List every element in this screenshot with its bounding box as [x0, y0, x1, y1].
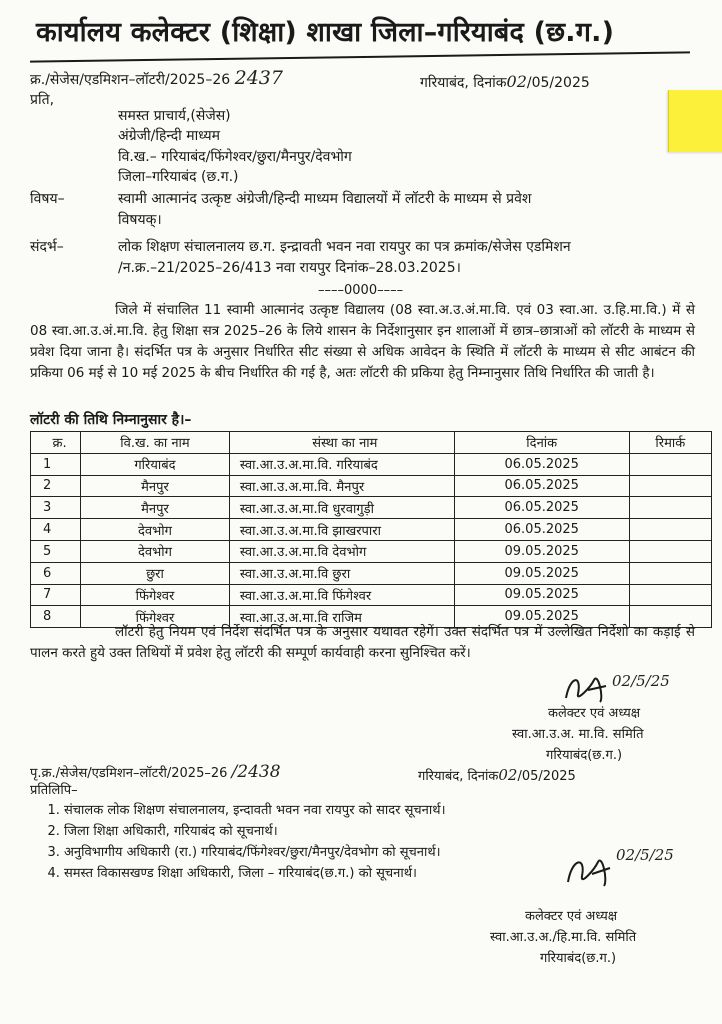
sticky-note — [668, 90, 722, 152]
reference-label: संदर्भ– — [30, 239, 64, 255]
recipient-line-1: समस्त प्राचार्य,(सेजेस) — [118, 108, 231, 124]
copy-date-day-handwritten: 02 — [498, 766, 518, 784]
cell-block: छुरा — [81, 562, 230, 584]
signature-1-line-3: गरियाबंद(छ.ग.) — [546, 748, 623, 763]
date-rest: /05/2025 — [526, 75, 590, 91]
date-day-handwritten: 02 — [506, 72, 527, 91]
recipient-line-3: वि.ख.– गरियाबंद/फिंगेश्वर/छुरा/मैनपुर/देवभोग — [118, 149, 352, 165]
cell-remark — [629, 475, 711, 497]
cell-block: फिंगेश्वर — [81, 584, 230, 606]
signature-2-date: 02/5/25 — [616, 846, 674, 864]
cell-date: 09.05.2025 — [454, 540, 629, 562]
cell-serial: 1 — [31, 453, 81, 475]
recipient-prefix: प्रति, — [30, 92, 55, 108]
cell-serial: 8 — [31, 606, 81, 628]
table-row — [31, 584, 712, 606]
cell-block: गरियाबंद — [81, 453, 230, 475]
table-row — [31, 540, 712, 562]
copy-issue-date — [418, 766, 576, 784]
reference-line-1: लोक शिक्षण संचालनालय छ.ग. इन्द्रावती भवन नवा रायपुर का पत्र क्रमांक/सेजेस एडमिशन — [118, 239, 571, 255]
header-date: दिनांक — [454, 432, 629, 454]
cell-serial: 4 — [31, 519, 81, 541]
header-serial: क्र. — [31, 432, 81, 454]
copy-label: प्रतिलिपि– — [30, 783, 78, 798]
body-paragraph — [30, 300, 695, 384]
signature-2-line-3: गरियाबंद(छ.ग.) — [540, 951, 617, 966]
cell-institution: स्वा.आ.उ.अ.मा.वि. मैनपुर — [229, 475, 454, 497]
copy-ref-handwritten: /2438 — [231, 762, 281, 782]
separator: ––––0000–––– — [318, 283, 404, 298]
cell-date: 06.05.2025 — [454, 519, 629, 541]
subject-label: विषय– — [30, 191, 65, 207]
issue-date — [420, 72, 590, 92]
cell-block: देवभोग — [81, 519, 230, 541]
cell-block: फिंगेश्वर — [81, 606, 230, 628]
list-item: 1. संचालक लोक शिक्षण संचालनालय, इन्दावती भवन नवा रायपुर को सादर सूचनार्थ। — [64, 800, 446, 821]
cell-remark — [629, 453, 711, 475]
cell-remark — [629, 519, 711, 541]
cell-institution: स्वा.आ.उ.अ.मा.वि झाखरपारा — [229, 519, 454, 541]
cell-block: मैनपुर — [81, 475, 230, 497]
cell-serial: 7 — [31, 584, 81, 606]
copy-ref-line — [30, 762, 281, 782]
header-block: वि.ख. का नाम — [81, 432, 230, 454]
list-item: 3. अनुविभागीय अधिकारी (रा.) गरियाबंद/फिंगेश्वर/छुरा/मैनपुर/देवभोग को सूचनार्थ। — [64, 842, 446, 863]
list-item: 2. जिला शिक्षा अधिकारी, गरियाबंद को सूचनार्थ। — [64, 821, 446, 842]
office-title: कार्यालय कलेक्टर (शिक्षा) शाखा जिला–गरियाबंद (छ.ग.) — [36, 17, 615, 48]
list-item: 4. समस्त विकासखण्ड शिक्षा अधिकारी, जिला – गरियाबंद(छ.ग.) को सूचनार्थ। — [64, 863, 446, 884]
table-row — [31, 453, 712, 475]
table-row — [31, 519, 712, 541]
cell-remark — [629, 540, 711, 562]
header-remark: रिमार्क — [629, 432, 711, 454]
lottery-schedule-table — [30, 431, 712, 628]
table-heading: लॉटरी की तिथि निम्नानुसार है।– — [30, 412, 192, 428]
table-row — [31, 475, 712, 497]
cell-institution: स्वा.आ.उ.अ.मा.वि छुरा — [229, 562, 454, 584]
closing-paragraph — [30, 622, 695, 664]
cell-date: 09.05.2025 — [454, 562, 629, 584]
copy-ref-number: पृ.क्र./सेजेस/एडमिशन–लॉटरी/2025–26 — [30, 766, 228, 781]
table-row — [31, 562, 712, 584]
signature-2-line-1: कलेक्टर एवं अध्यक्ष — [525, 909, 618, 924]
cell-date: 09.05.2025 — [454, 584, 629, 606]
ref-line — [30, 67, 283, 89]
recipient-line-4: जिला–गरियाबंद (छ.ग.) — [118, 169, 239, 185]
cell-serial: 2 — [31, 475, 81, 497]
cell-institution: स्वा.आ.उ.अ.मा.वि धुरवागुड़ी — [229, 497, 454, 519]
ref-number-handwritten: 2437 — [234, 67, 283, 89]
cell-institution: स्वा.आ.उ.अ.मा.वि फिंगेश्वर — [229, 584, 454, 606]
cell-serial: 5 — [31, 540, 81, 562]
signature-1-line-2: स्वा.आ.उ.अ. मा.वि. समिति — [512, 727, 644, 742]
cell-institution: स्वा.आ.उ.अ.मा.वि. गरियाबंद — [229, 453, 454, 475]
cell-block: मैनपुर — [81, 497, 230, 519]
cell-remark — [629, 497, 711, 519]
closing-paragraph-text: लॉटरी हेतु नियम एवं निर्देश संदर्भित पत्र के अनुसार यथावत रहेगें। उक्त संदर्भित पत्र में उल्लेखित निर्देशो का कड़ाई से पालन करते हुये उक्त तिथियों में प्रवेश हेतु लॉटरी की सम्पूर्ण कार्यवाही करना सुनिश्चित करें। — [30, 624, 695, 661]
subject-line-1: स्वामी आत्मानंद उत्कृष्ट अंग्रेजी/हिन्दी माध्यम विद्यालयों में लॉटरी के माध्यम से प्रवेश — [118, 191, 532, 207]
copy-date-rest: /05/2025 — [517, 769, 576, 784]
body-paragraph-text: जिले में संचालित 11 स्वामी आत्मानंद उत्कृष्ट विद्यालय (08 स्वा.अ.उ.अं.मा.वि. एवं 03 स्वा.आ. उ.हि.मा.वि.) में से 08 स्वा.आ.उ.अं.मा.वि. हेतु शिक्षा सत्र 2025–26 के लिये शासन के निर्देशानुसार इन शालाओं में छात्र–छात्राओं को लॉटरी के माध्यम से प्रवेश दिया जाना है। संदर्भित पत्र के अनुसार निर्धारित सीट संख्या से अधिक आवेदन के स्थिति में लॉटरी के माध्यम से सीट आबंटन की प्रकिया 06 मई से 10 मई 2025 के बीच निर्धारित की गई है, अतः लॉटरी की प्रकिया हेतु निम्नानुसार तिथि निर्धारित की जाती है। — [30, 302, 695, 381]
title-underline — [30, 51, 690, 62]
ref-number: क्र./सेजेस/एडमिशन–लॉटरी/2025–26 — [30, 72, 231, 88]
cell-date: 06.05.2025 — [454, 497, 629, 519]
signature-2-line-2: स्वा.आ.उ.अ./हि.मा.वि. समिति — [490, 930, 637, 945]
cell-institution: स्वा.आ.उ.अ.मा.वि राजिम — [229, 606, 454, 628]
subject-line-2: विषयक्। — [118, 212, 162, 228]
cell-remark — [629, 562, 711, 584]
cell-block: देवभोग — [81, 540, 230, 562]
copy-place-date-prefix: गरियाबंद, दिनांक — [418, 769, 499, 784]
table-row — [31, 497, 712, 519]
place-date-prefix: गरियाबंद, दिनांक — [420, 75, 507, 91]
cell-date: 09.05.2025 — [454, 606, 629, 628]
copy-list — [38, 800, 446, 884]
header-institution: संस्था का नाम — [229, 432, 454, 454]
table-header-row — [31, 432, 712, 454]
cell-serial: 6 — [31, 562, 81, 584]
cell-date: 06.05.2025 — [454, 475, 629, 497]
signature-1-line-1: कलेक्टर एवं अध्यक्ष — [548, 706, 641, 721]
cell-date: 06.05.2025 — [454, 453, 629, 475]
cell-remark — [629, 584, 711, 606]
reference-line-2: /न.क्र.–21/2025–26/413 नवा रायपुर दिनांक–28.03.2025। — [118, 260, 461, 276]
cell-serial: 3 — [31, 497, 81, 519]
recipient-line-2: अंग्रेजी/हिन्दी माध्यम — [118, 128, 220, 144]
cell-institution: स्वा.आ.उ.अ.मा.वि देवभोग — [229, 540, 454, 562]
signature-1-date: 02/5/25 — [612, 672, 670, 690]
